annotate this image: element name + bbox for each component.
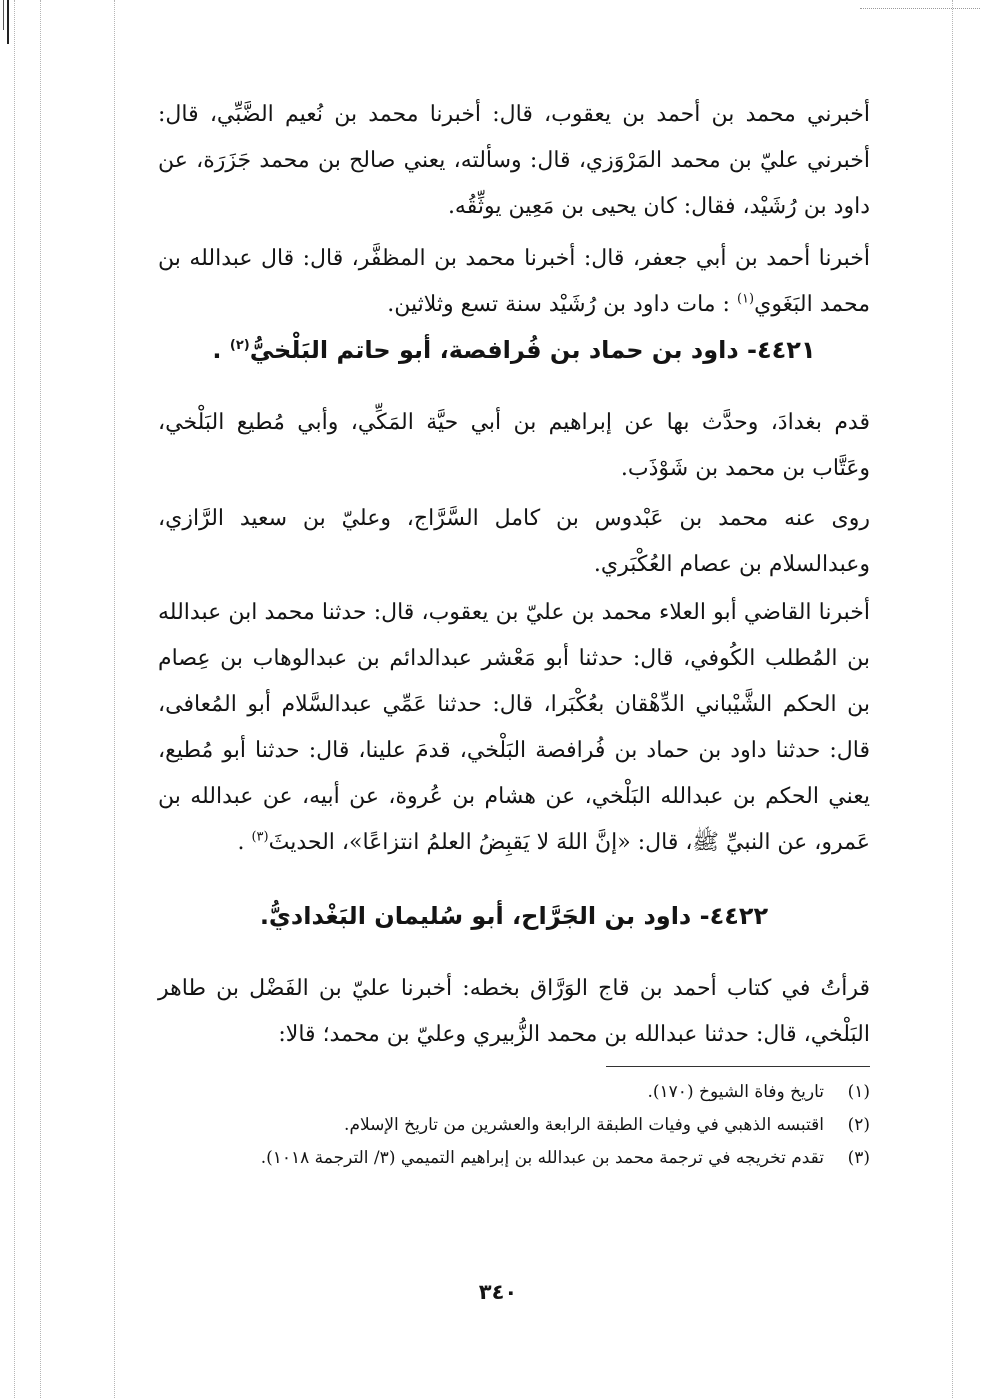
footnote-3 xyxy=(158,1142,870,1175)
footnote-text: تاريخ وفاة الشيوخ (١٧٠). xyxy=(647,1082,824,1102)
footnote-ref[interactable]: (١) xyxy=(736,291,755,307)
footnote-text: تقدم تخريجه في ترجمة محمد بن عبدالله بن إبراهيم التميمي (٣/ الترجمة ١٠١٨). xyxy=(260,1148,824,1168)
scan-dotted-line xyxy=(40,0,41,1398)
footnote-2 xyxy=(158,1109,870,1142)
footnote-separator xyxy=(606,1066,870,1067)
scan-dotted-line xyxy=(114,0,115,1398)
paragraph-text: قرأتُ في كتاب أحمد بن قاج الوَرَّاق بخطه: أخبرنا عليّ بن الفَضْل بن طاهر البَلْخي، قال: حدثنا عبدالله بن محمد الزُّبيري وعليّ بن محمد؛ قالا: xyxy=(158,976,870,1047)
heading-text: ٤٤٢٢- داود بن الجَرَّاح، أبو سُليمان البَغْداديُّ. xyxy=(259,902,769,930)
scan-dotted-line xyxy=(860,8,980,9)
footnote-number: (٢) xyxy=(847,1115,870,1135)
scan-edge-mark xyxy=(7,0,9,44)
paragraph-text: أخبرنا أحمد بن أبي جعفر، قال: أخبرنا محمد بن المظفَّر، قال: قال عبدالله بن محمد البَغَوي xyxy=(158,246,870,317)
page-number: ٣٤٠ xyxy=(478,1280,518,1304)
paragraph-3 xyxy=(158,400,870,492)
paragraph-text-tail: : مات داود بن رُشَيْد سنة تسع وثلاثين. xyxy=(387,292,737,317)
paragraph-1 xyxy=(158,92,870,230)
entry-heading-4422 xyxy=(158,896,870,936)
paragraph-text: روى عنه محمد بن عَبْدوس بن كامل السَّرَّاج، وعليّ بن سعيد الرَّازي، وعبدالسلام بن عصام العُكْبَري. xyxy=(158,506,870,577)
paragraph-4 xyxy=(158,496,870,588)
paragraph-text: أخبرني محمد بن أحمد بن يعقوب، قال: أخبرنا محمد بن نُعيم الضَّبِّي، قال: أخبرني عليّ بن محمد المَرْوَزي، قال: وسألته، يعني صالح بن محمد جَزَرَة، عن داود بن رُشَيْد، فقال: كان يحيى بن مَعِين يوثِّقُه. xyxy=(158,102,870,219)
paragraph-text: قدم بغدادَ، وحدَّث بها عن إبراهيم بن أبي حيَّة المَكِّي، وأبي مُطيع البَلْخي، وعَتَّاب بن محمد بن شَوْذَب. xyxy=(158,410,870,481)
paragraph-text: أخبرنا القاضي أبو العلاء محمد بن عليّ بن يعقوب، قال: حدثنا محمد ابن عبدالله بن المُطلب الكُوفي، قال: حدثنا أبو مَعْشر عبدالدائم بن عبدالوهاب بن عِصام بن الحكم الشَّيْباني الدِّهْقان بعُكْبَرا، قال: حدثنا عَمِّي عبدالسَّلام أبو المُعافى، قال: حدثنا داود بن حماد بن فُرافصة البَلْخي، قدمَ علينا، قال: حدثنا أبو مُطيع، يعني الحكم بن عبدالله البَلْخي، عن هشام بن عُروة، عن أبيه، عن عبدالله بن عَمرو، عن النبيِّ ﷺ، قال: «إنَّ اللهَ لا يَقبِضُ العلمُ انتزاعًا»، الحديثَ xyxy=(158,600,870,855)
footnote-number: (٣) xyxy=(847,1148,870,1168)
paragraph-6 xyxy=(158,966,870,1058)
footnote-ref[interactable]: (٢) xyxy=(229,338,250,353)
scan-dotted-line xyxy=(14,0,15,1398)
heading-tail: . xyxy=(212,336,230,364)
footnote-text: اقتبسه الذهبي في وفيات الطبقة الرابعة والعشرين من تاريخ الإسلام. xyxy=(344,1115,824,1135)
paragraph-text-tail: . xyxy=(237,830,252,855)
paragraph-5 xyxy=(158,590,870,866)
scan-dotted-line xyxy=(952,0,953,1398)
paragraph-2 xyxy=(158,236,870,328)
scan-edge-mark xyxy=(3,0,4,30)
footnote-1 xyxy=(158,1076,870,1109)
heading-text: ٤٤٢١- داود بن حماد بن فُرافصة، أبو حاتم البَلْخيُّ xyxy=(249,336,816,364)
footnote-number: (١) xyxy=(847,1082,870,1102)
footnote-ref[interactable]: (٣) xyxy=(251,829,269,845)
footnotes xyxy=(158,1076,870,1175)
entry-heading-4421 xyxy=(158,330,870,370)
